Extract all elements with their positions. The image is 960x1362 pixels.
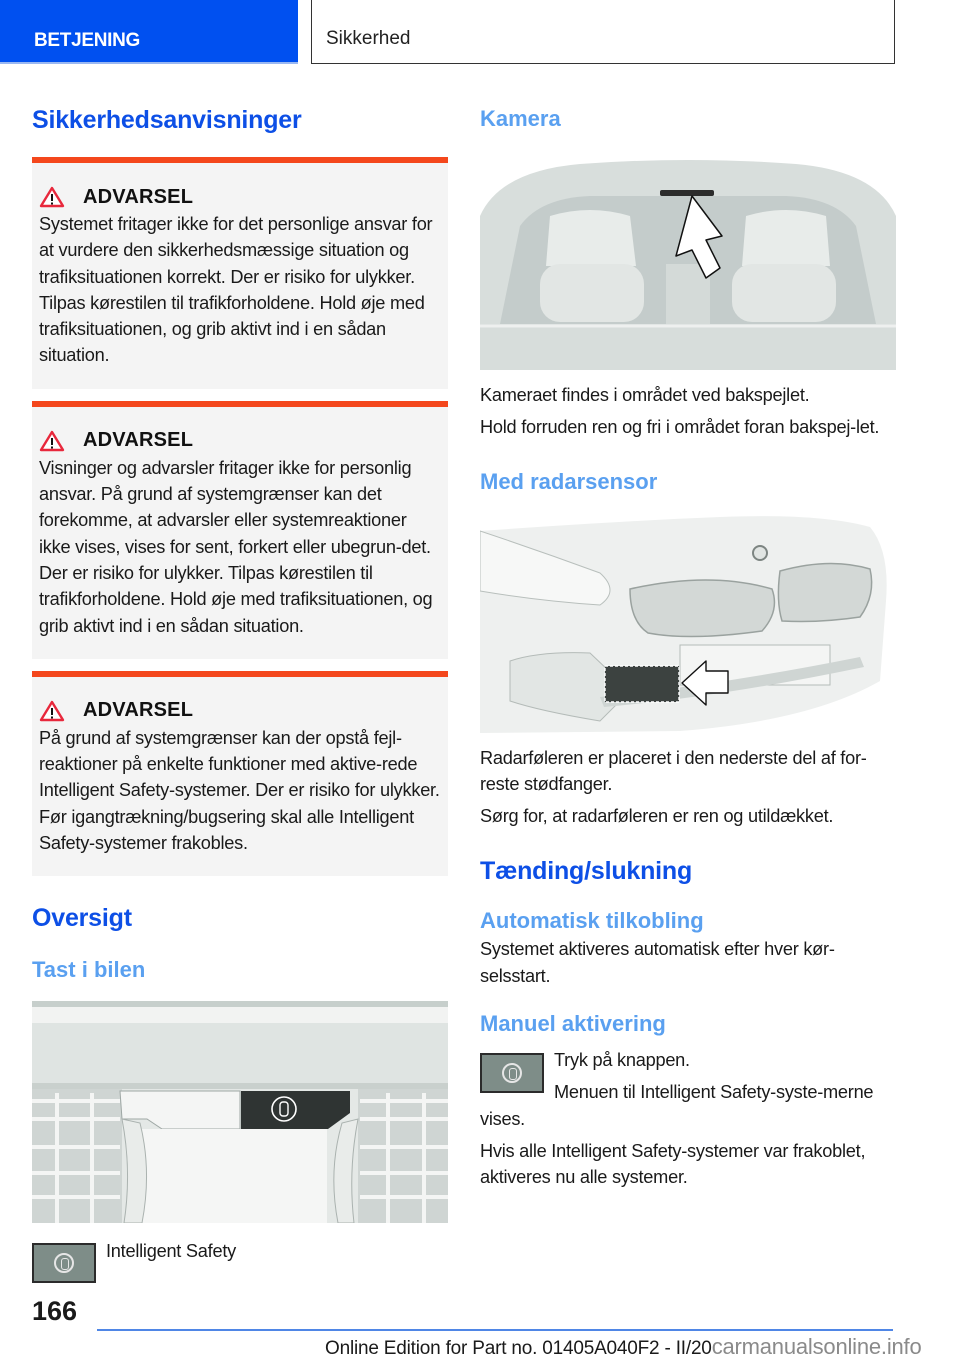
intelligent-safety-button-row (32, 1243, 448, 1283)
warning-box (32, 671, 448, 876)
manual-text-menu: Menuen til Intelligent Safety-syste-merne vises. (480, 1082, 874, 1129)
button-in-car-subtitle: Tast i bilen (32, 957, 146, 983)
intelligent-safety-button[interactable] (32, 1243, 96, 1283)
footer-edition (325, 1334, 922, 1360)
camera-title: Kamera (480, 106, 561, 131)
intelligent-safety-button[interactable] (480, 1053, 544, 1093)
warning-triangle-icon (39, 700, 65, 722)
footer-divider (97, 1329, 893, 1331)
warning-text: På grund af systemgrænser kan der opstå fejl-reaktioner på enkelte funktioner med aktive-rede Intelligent Safety-systemer. Der er risiko for ulykker. Før igangtrækning/bugsering skal alle Intelligent Safety-systemer frakobles. (39, 727, 440, 854)
front-bumper-drawing (480, 511, 896, 733)
chapter-tab (311, 0, 895, 64)
on-off-title: Tænding/slukning (480, 857, 693, 886)
warning-text: Visninger og advarsler fritager ikke for personlig ansvar. På grund af systemgrænser kan det forekomme, at advarsler eller systemreaktioner ikke vises, vises for sent, forkert eller ubegrun-det. Der er risiko for ulykker. Tilpas kørestilen til trafikforholdene. Hold øje med trafiksituationen, og grib aktivt ind i en sådan situation. (39, 457, 433, 636)
warning-label: ADVARSEL (83, 699, 194, 722)
section-label: BETJENING (34, 30, 141, 51)
camera-text-location: Kameraet findes i området ved bakspejlet. (480, 385, 810, 405)
warning-triangle-icon (39, 430, 65, 452)
dashboard-button-illustration (32, 1001, 448, 1223)
warning-triangle-icon (39, 186, 65, 208)
section-tab (0, 0, 298, 64)
warning-label: ADVARSEL (83, 185, 194, 208)
right-column (480, 96, 896, 1191)
safety-instructions-title: Sikkerhedsanvisninger (32, 106, 302, 134)
radar-text-clean: Sørg for, at radarføleren er ren og utildækket. (480, 806, 834, 827)
warning-label: ADVARSEL (83, 429, 194, 452)
manual-activation-title: Manuel aktivering (480, 1011, 666, 1037)
car-shield-icon (502, 1063, 522, 1083)
manual-text-all-systems: Hvis alle Intelligent Safety-systemer var frakoblet, aktiveres nu alle systemer. (480, 1140, 866, 1188)
camera-illustration (480, 156, 896, 370)
dashboard-drawing (32, 1001, 448, 1223)
warning-text: Systemet fritager ikke for det personlige ansvar for at vurdere den sikkerhedsmæssige situation og trafiksituationen korrekt. Der er risiko for ulykker. Tilpas kørestilen til trafikforholdene. Hold øje med trafiksituationen, og grib aktivt ind i en sådan situation. (39, 214, 433, 366)
car-shield-icon (54, 1253, 74, 1273)
automatic-activation-title: Automatisk tilkobling (480, 908, 704, 934)
chapter-label: Sikkerhed (326, 28, 411, 49)
watermark[interactable]: carmanualsonline.info (711, 1334, 922, 1359)
left-column (32, 96, 448, 1283)
manual-activation-block (480, 1047, 896, 1190)
page-number: 166 (32, 1296, 78, 1326)
manual-text-press: Tryk på knappen. (554, 1050, 690, 1071)
warning-box (32, 401, 448, 659)
overview-title: Oversigt (32, 904, 132, 933)
windshield-drawing (480, 156, 896, 370)
camera-text-clean: Hold forruden ren og fri i området foran bakspej-let. (480, 417, 880, 438)
radar-illustration (480, 511, 896, 733)
radar-text-location: Radarføleren er placeret i den nederste del af for-reste stødfanger. (480, 747, 867, 794)
intelligent-safety-caption: Intelligent Safety (106, 1241, 236, 1262)
radar-title: Med radarsensor (480, 468, 658, 494)
automatic-activation-text: Systemet aktiveres automatisk efter hver kør-selsstart. (480, 939, 835, 986)
warning-box (32, 157, 448, 389)
edition-text: Online Edition for Part no. 01405A040F2 - II/20 (325, 1338, 712, 1359)
